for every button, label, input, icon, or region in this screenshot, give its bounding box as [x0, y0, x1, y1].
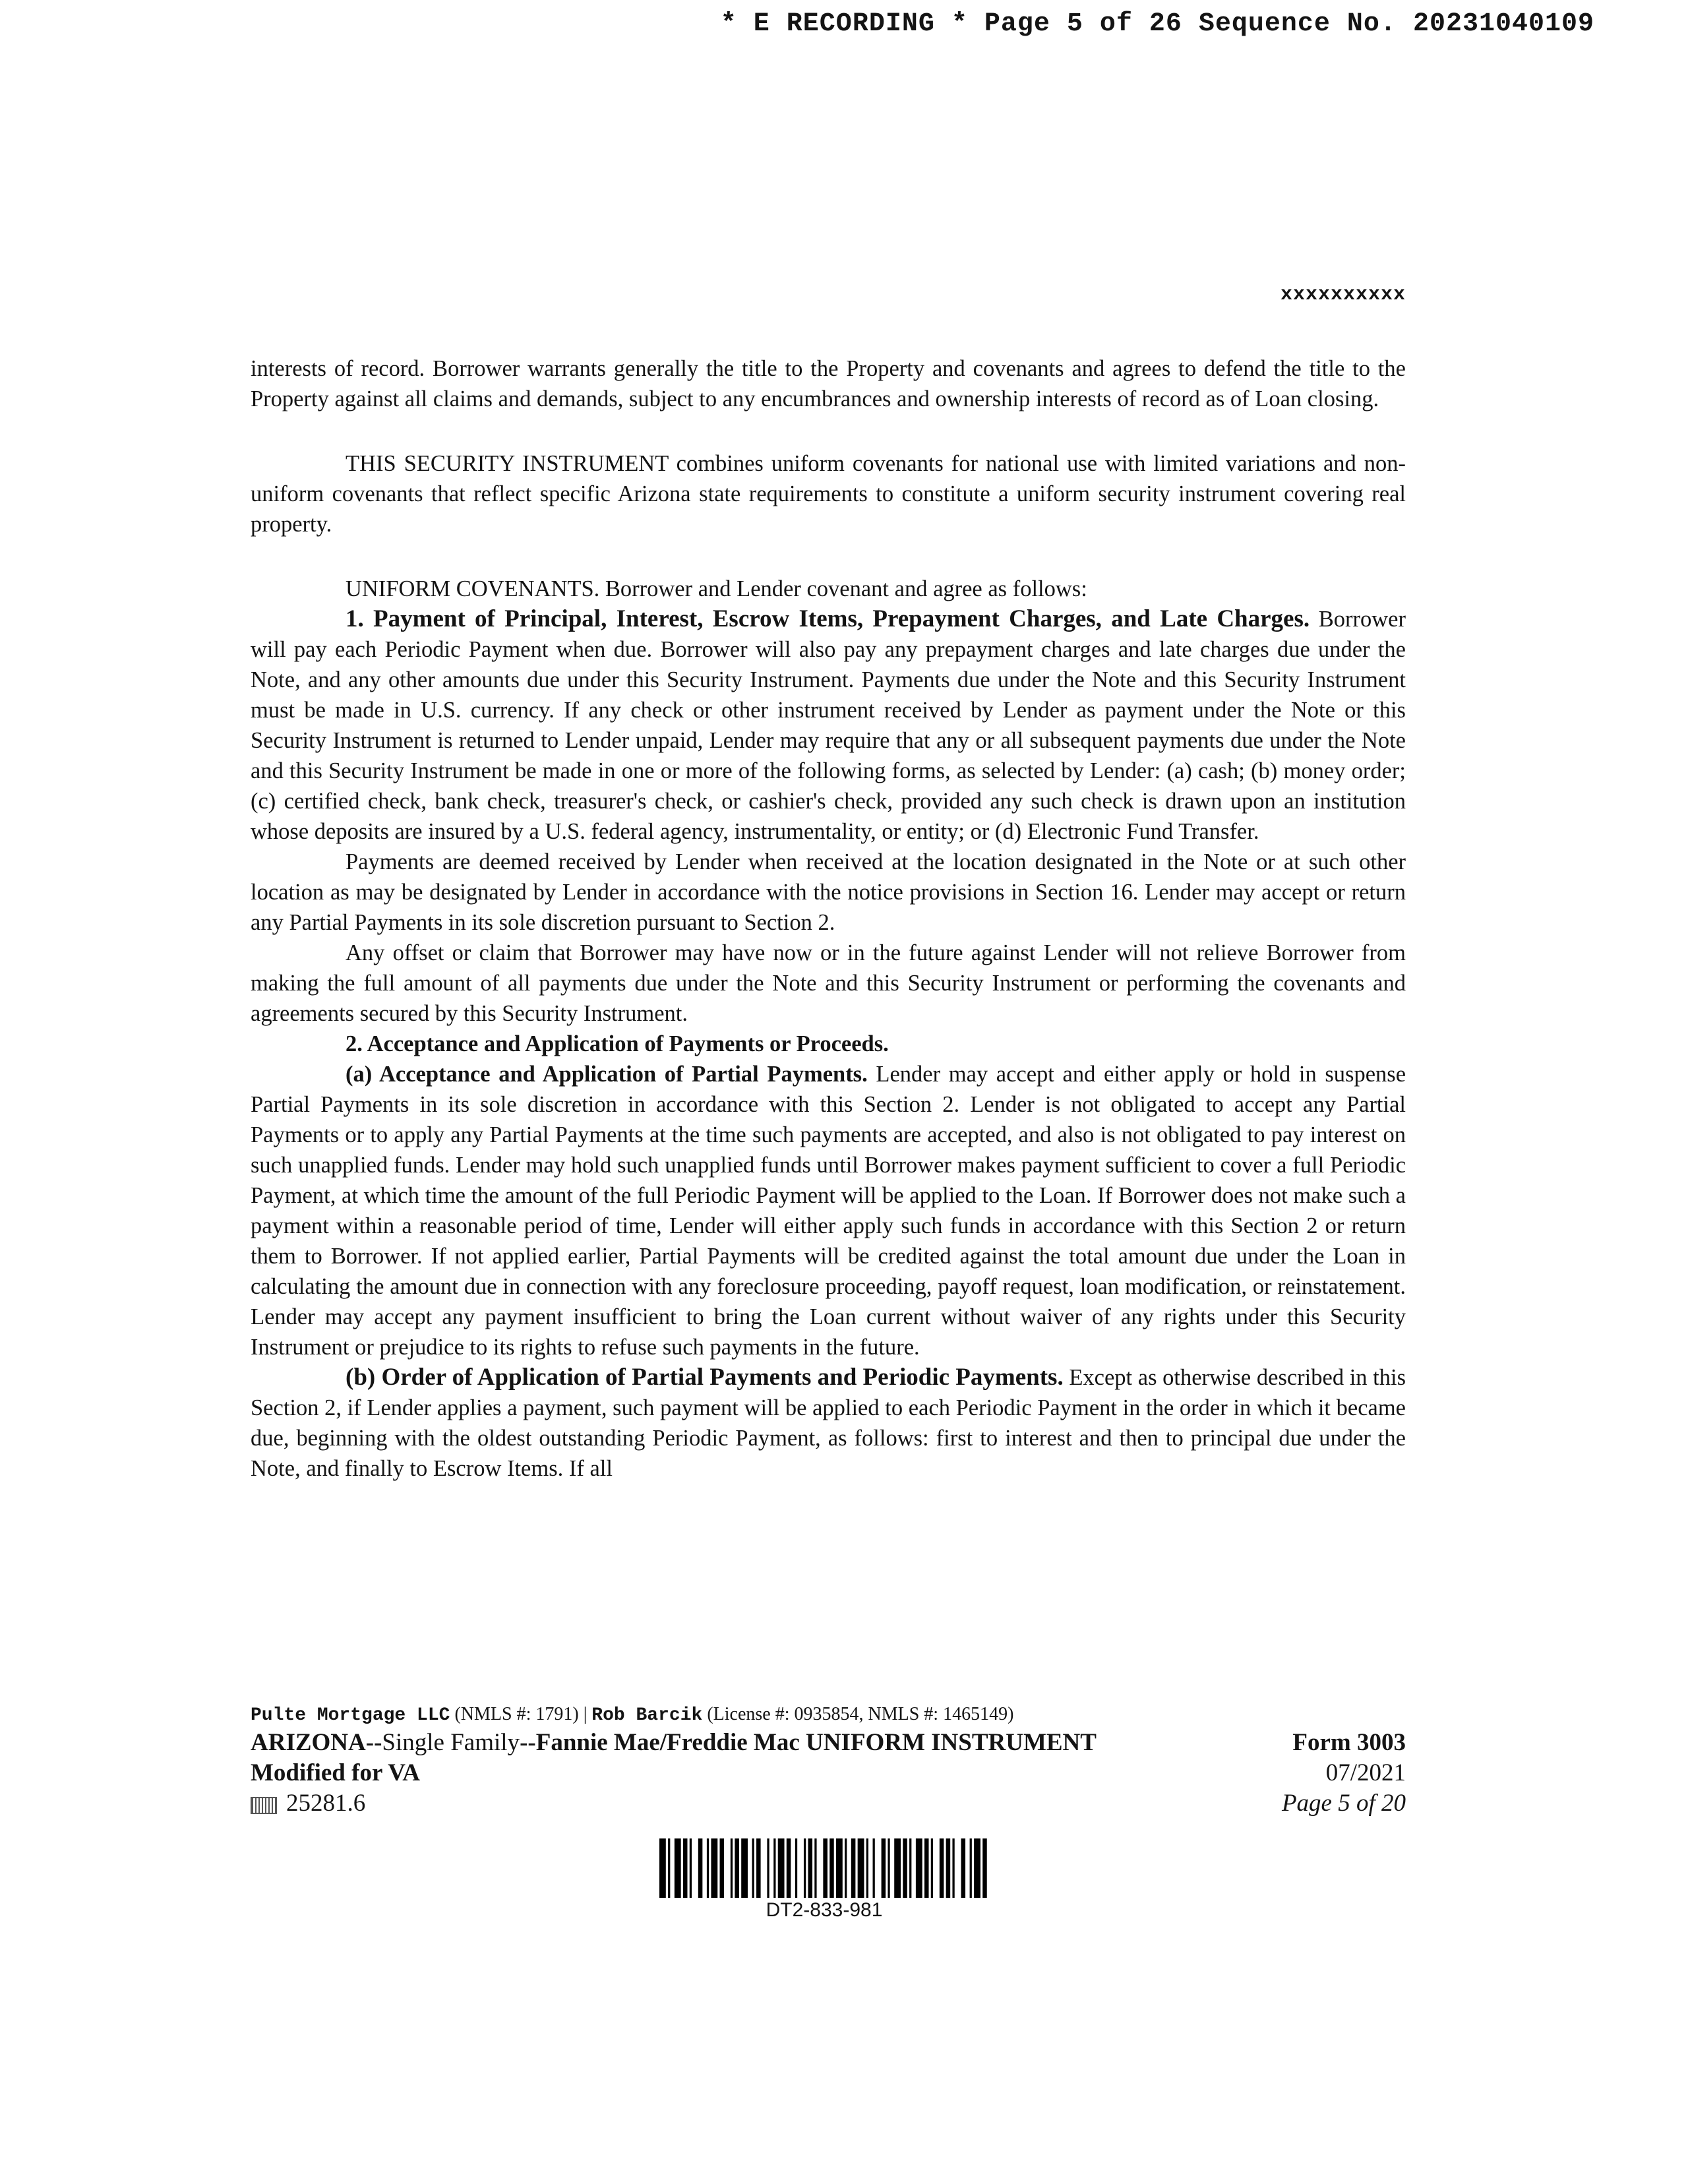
barcode-bar: [814, 1838, 816, 1898]
barcode-bar: [952, 1838, 954, 1898]
paragraph-uniform-covenants: UNIFORM COVENANTS. Borrower and Lender covenant and agree as follows:: [346, 576, 1087, 601]
barcode-bar: [974, 1838, 980, 1898]
barcode-bar: [787, 1838, 791, 1898]
form-date: 07/2021: [1325, 1759, 1406, 1786]
barcode-bar: [894, 1838, 901, 1898]
state-name: ARIZONA: [251, 1729, 366, 1756]
barcode-bar: [940, 1838, 944, 1898]
section-2-heading: 2. Acceptance and Application of Payments or Proceeds.: [346, 1031, 889, 1056]
barcode-bar: [836, 1838, 843, 1898]
barcode-bar: [731, 1838, 733, 1898]
section-2b-heading: (b) Order of Application of Partial Payments and Periodic Payments.: [346, 1364, 1064, 1391]
barcode-bar: [866, 1838, 868, 1898]
barcode-bar: [851, 1838, 856, 1898]
barcode-bar: [767, 1838, 769, 1898]
barcode-bar: [659, 1838, 666, 1898]
barcode-bar: [778, 1838, 785, 1898]
footer-separator: |: [583, 1704, 588, 1724]
barcode-bar: [961, 1838, 966, 1898]
footer-left: [251, 1728, 1097, 1819]
family-type: Single Family: [382, 1729, 520, 1756]
lender-nmls: (NMLS #: 1791): [454, 1704, 579, 1724]
lender-name: Pulte Mortgage LLC: [251, 1705, 450, 1726]
barcode-bar: [752, 1838, 754, 1898]
barcode-bar: [711, 1838, 717, 1898]
barcode-bar: [720, 1838, 725, 1898]
doc-number: 25281.6: [286, 1790, 366, 1817]
document-body: [251, 353, 1406, 1484]
loan-number-redacted: xxxxxxxxxx: [1280, 284, 1406, 306]
barcode-bar: [683, 1838, 688, 1898]
section-1-text: Borrower will pay each Periodic Payment when due. Borrower will also pay any prepayment charges and late charges due under the Note, and any other amounts due under this Security Instrument. Payments due under the Note and this Security Instrument must be made in U.S. currency. If any check or other instrument received by Lender as payment under the Note or this Security Instrument is returned to Lender unpaid, Lender may require that any or all subsequent payments due under the Note and this Security Instrument be made in one or more of the following forms, as selected by Lender: (a) cash; (b) money order; (c) certified check, bank check, treasurer's check, or cashier's check, provided any such check is drawn upon an institution whose deposits are insured by a U.S. federal agency, instrumentality, or entity; or (d) Electronic Fund Transfer.: [251, 607, 1406, 844]
barcode-bar: [773, 1838, 775, 1898]
page-number: Page 5 of 20: [1281, 1790, 1406, 1817]
paragraph-security-instrument: THIS SECURITY INSTRUMENT combines uniform covenants for national use with limited variations and non-uniform covenants that reflect specific Arizona state requirements to constitute a uniform security instrument covering real property.: [251, 451, 1406, 537]
section-1-paragraph-2: Payments are deemed received by Lender when received at the location designated in the Note or at such other location as may be designated by Lender in accordance with the notice provisions in Section 16. Lender may accept or return any Partial Payments in its sole discretion pursuant to Section 2.: [251, 849, 1406, 935]
barcode-bar: [823, 1838, 828, 1898]
footer-instrument-line: [251, 1728, 1097, 1758]
barcode-bar: [845, 1838, 847, 1898]
recording-header: * E RECORDING * Page 5 of 26 Sequence No. 20231040109: [720, 9, 1594, 39]
section-2b-text: Except as otherwise described in this Section 2, if Lender applies a payment, such payment will be applied to each Periodic Payment in the order in which it became due, beginning with the oldest outstanding Periodic Payment, as follows: first to interest and then to principal due under the Note, and finally to Escrow Items. If all: [251, 1365, 1406, 1481]
footer-form-row: [251, 1728, 1406, 1819]
barcode-text: DT2-833-981: [766, 1899, 883, 1921]
originator-license: (License #: 0935854, NMLS #: 1465149): [707, 1704, 1014, 1724]
section-1: [251, 604, 1406, 847]
barcode-bar: [924, 1838, 929, 1898]
barcode-icon: [659, 1838, 989, 1898]
instrument-name: Fannie Mae/Freddie Mac UNIFORM INSTRUMENT: [535, 1729, 1097, 1756]
barcode-bar: [873, 1838, 875, 1898]
section-2a: [251, 1059, 1406, 1362]
page-footer: [251, 1703, 1406, 1819]
barcode-bar: [675, 1838, 681, 1898]
barcode-bar: [668, 1838, 670, 1898]
barcode-bar: [741, 1838, 748, 1898]
barcode-bar: [808, 1838, 812, 1898]
barcode-bar: [698, 1838, 703, 1898]
barcode: [659, 1838, 989, 1922]
dash-2: --: [520, 1729, 536, 1756]
footer-lender-line: [251, 1703, 1406, 1728]
section-1-heading: 1. Payment of Principal, Interest, Escrow Items, Prepayment Charges, and Late Charges.: [346, 605, 1310, 632]
modified-for-va: Modified for VA: [251, 1759, 420, 1786]
doc-number-line: [251, 1788, 1097, 1819]
dash-1: --: [365, 1729, 382, 1756]
barcode-bar: [970, 1838, 972, 1898]
barcode-bar: [690, 1838, 692, 1898]
form-number: Form 3003: [1292, 1729, 1406, 1756]
barcode-bar: [916, 1838, 922, 1898]
barcode-bar: [909, 1838, 911, 1898]
barcode-bar: [882, 1838, 886, 1898]
section-2a-text: Lender may accept and either apply or hold in suspense Partial Payments in its sole discretion in accordance with this Section 2. Lender is not obligated to accept any Partial Payments or to apply any Partial Payments at the time such payments are accepted, and also is not obligated to pay interest on such unapplied funds. Lender may hold such unapplied funds until Borrower makes payment sufficient to cover a full Periodic Payment, at which time the amount of the full Periodic Payment will be applied to the Loan. If Borrower does not make such a payment within a reasonable period of time, Lender will either apply such funds in accordance with this Section 2 or return them to Borrower. If not applied earlier, Partial Payments will be credited against the total amount due under the Loan in calculating the amount due in connection with any foreclosure proceeding, payoff request, loan modification, or reinstatement. Lender may accept any payment insufficient to bring the Loan current without waiver of any rights under this Security Instrument or prejudice to its rights to refuse such payments in the future.: [251, 1062, 1406, 1360]
barcode-bar: [931, 1838, 933, 1898]
section-2a-heading: (a) Acceptance and Application of Partial Payments.: [346, 1062, 868, 1087]
doc-tag-icon: [251, 1797, 277, 1814]
barcode-bar: [804, 1838, 806, 1898]
barcode-bar: [982, 1838, 987, 1898]
barcode-bar: [707, 1838, 709, 1898]
section-1-paragraph-3: Any offset or claim that Borrower may have now or in the future against Lender will not relieve Borrower from making the full amount of all payments due under the Note and this Security Instrument or performing the covenants and agreements secured by this Security Instrument.: [251, 940, 1406, 1026]
barcode-bar: [756, 1838, 761, 1898]
section-2b: [251, 1362, 1406, 1484]
barcode-bar: [735, 1838, 739, 1898]
barcode-bar: [888, 1838, 889, 1898]
barcode-bar: [946, 1838, 951, 1898]
barcode-bar: [858, 1838, 864, 1898]
originator-name: Rob Barcik: [591, 1705, 703, 1726]
barcode-bar: [829, 1838, 834, 1898]
barcode-bar: [795, 1838, 797, 1898]
footer-right: [1282, 1728, 1406, 1819]
barcode-bar: [903, 1838, 907, 1898]
paragraph-title-warranty: interests of record. Borrower warrants generally the title to the Property and covenants and agrees to defend the title to the Property against all claims and demands, subject to any encumbrances and ownership interests of record as of Loan closing.: [251, 356, 1406, 411]
